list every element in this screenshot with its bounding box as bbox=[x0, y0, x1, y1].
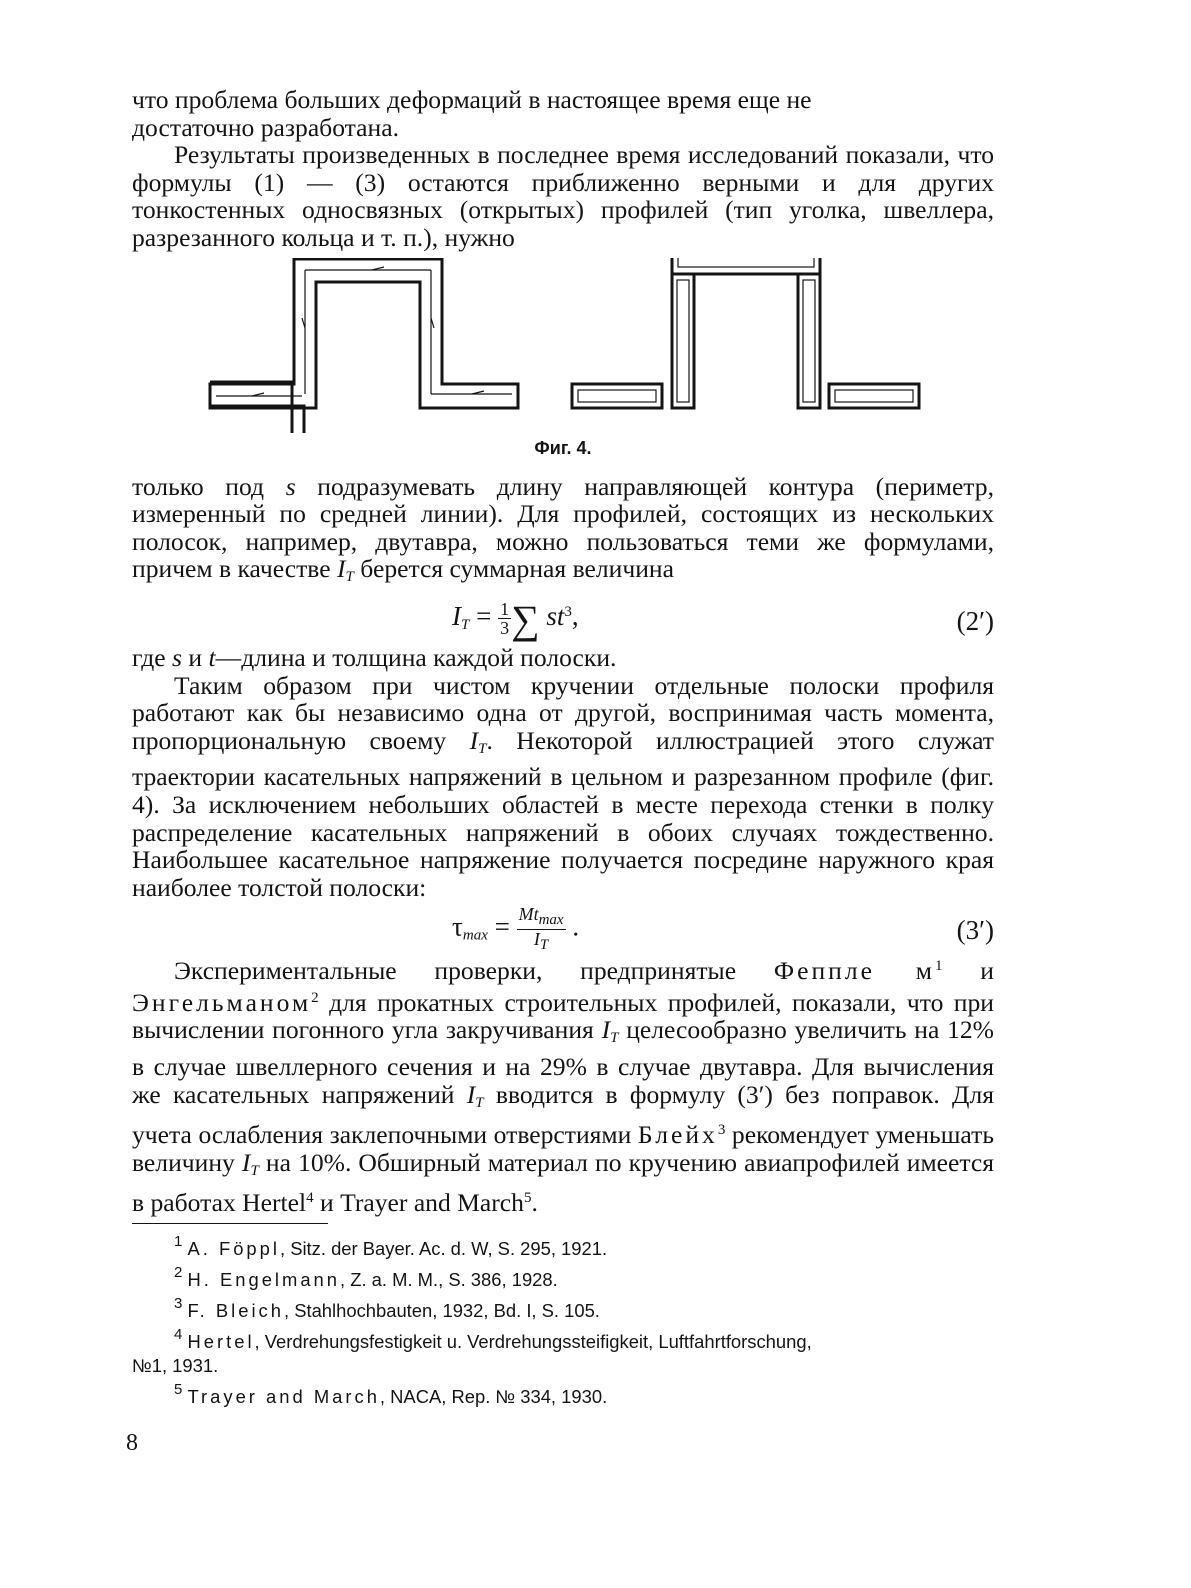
formula-2-tail: , bbox=[571, 600, 579, 631]
formula-3-lhs-sub: max bbox=[462, 927, 488, 944]
sub-T-3: T bbox=[610, 1030, 619, 1047]
paragraph-3-text-c: берется суммарная величина bbox=[353, 554, 674, 584]
paragraph-2 bbox=[132, 141, 994, 251]
var-I-2: I bbox=[469, 725, 479, 755]
formula-3-numerator bbox=[517, 905, 566, 930]
paragraph-4-text-b: и bbox=[181, 642, 209, 672]
solid-profile-outer-contour bbox=[210, 406, 304, 433]
footnote-author: F. Bleich bbox=[187, 1300, 284, 1322]
formula-3-fraction bbox=[517, 905, 566, 954]
var-s: s bbox=[285, 471, 296, 501]
paragraph-1-line-1: что проблема больших деформаций в настоящее время еще не bbox=[132, 85, 812, 114]
author-bleich: Блейх bbox=[637, 1120, 718, 1150]
formula-2-eq: = bbox=[469, 600, 499, 631]
footnote-5 bbox=[132, 1378, 994, 1409]
sub-T-5: T bbox=[250, 1162, 259, 1179]
figure-caption: Фиг. 4. bbox=[534, 437, 592, 458]
footnote-author: Trayer and March bbox=[187, 1386, 380, 1408]
sub-T-4: T bbox=[475, 1094, 484, 1111]
formula-2-body bbox=[452, 596, 579, 643]
paragraph-1-line-2: достаточно разработана. bbox=[132, 112, 399, 142]
cut-strip-right-web bbox=[798, 274, 820, 408]
solid-hat-trajectories bbox=[216, 267, 512, 396]
formula-3-denominator bbox=[517, 930, 566, 954]
footnote-text: , Sitz. der Bayer. Ac. d. W, S. 295, 1921. bbox=[279, 1238, 608, 1260]
var-I: I bbox=[337, 554, 346, 584]
profile-diagram bbox=[132, 258, 994, 433]
sub-T-2: T bbox=[478, 740, 487, 757]
footnote-ref-5: 5 bbox=[523, 1190, 532, 1207]
footnote-divider bbox=[132, 1223, 328, 1224]
page-number: 8 bbox=[126, 1430, 138, 1456]
var-t: t bbox=[208, 642, 216, 672]
cut-strip-right-flange bbox=[829, 384, 919, 408]
paragraph-3-text-b: подразумевать длину направляющей контура (периметр, измеренный по средней линии). Для профилей, состоящих из нескольких полосок, например, двутавра, можно пользоваться теми же формулами, причем в качестве bbox=[132, 471, 994, 584]
figure-4 bbox=[132, 258, 994, 473]
formula-3-den-a: I bbox=[533, 929, 540, 950]
paragraph-6 bbox=[132, 953, 994, 1217]
footnote-mark: 1 bbox=[174, 1233, 183, 1251]
footnotes bbox=[132, 1230, 994, 1409]
paragraph-5-text-a: Таким образом при чистом кручении отдельные полоски профиля работают как бы независимо одна от другой, воспринимая часть момента, пропорциональную своему bbox=[132, 670, 994, 755]
footnote-text: , Stahlhochbauten, 1932, Bd. I, S. 105. bbox=[283, 1300, 600, 1322]
footnote-4-continued bbox=[132, 1354, 994, 1378]
paragraph-1 bbox=[132, 86, 994, 141]
footnote-3 bbox=[132, 1292, 994, 1323]
paragraph-6-text-a: Экспериментальные проверки, предпринятые bbox=[174, 956, 774, 986]
formula-3-num-a: Mt bbox=[518, 904, 539, 925]
paragraph-4-text-c: —длина и толщина каждой полоски. bbox=[215, 642, 617, 672]
footnote-author: H. Engelmann bbox=[187, 1269, 341, 1291]
formula-2-sigma: ∑ bbox=[511, 596, 540, 642]
formula-3-num-sub: max bbox=[538, 912, 564, 929]
formula-2-number: (2′) bbox=[956, 605, 994, 636]
author-engelmann: Энгельманом bbox=[132, 987, 312, 1017]
footnote-ref-4: 4 bbox=[306, 1190, 314, 1207]
paragraph-6-text-c: для прокатных строительных профилей, показали, что при вычислении погонного угла закручивания bbox=[132, 987, 994, 1045]
footnote-ref-1: 1 bbox=[935, 958, 943, 975]
paragraph-6-text-f: рекомендует уменьшать величину bbox=[132, 1120, 994, 1177]
formula-2-sup: 3 bbox=[564, 603, 572, 620]
paragraph-4 bbox=[132, 644, 994, 672]
formula-2-term: st bbox=[539, 600, 565, 631]
paragraph-5 bbox=[132, 672, 994, 902]
footnote-author: A. Föppl bbox=[187, 1238, 280, 1260]
author-foppl: Феппле м bbox=[773, 956, 935, 986]
var-I-3: I bbox=[601, 1015, 611, 1045]
footnote-2 bbox=[132, 1261, 994, 1292]
solid-hat bbox=[210, 259, 518, 408]
footnote-text: , NACA, Rep. № 334, 1930. bbox=[379, 1386, 608, 1408]
cut-profile bbox=[572, 258, 919, 408]
formula-2-fraction bbox=[498, 600, 511, 637]
footnote-text: , Z. a. M. M., S. 386, 1928. bbox=[340, 1269, 558, 1291]
footnote-mark: 5 bbox=[174, 1381, 183, 1399]
footnote-mark: 3 bbox=[174, 1295, 183, 1313]
page-body bbox=[132, 86, 994, 1409]
formula-3-body bbox=[452, 905, 579, 954]
paragraph-3-text-a: только под bbox=[132, 471, 286, 501]
formula-3-prime bbox=[132, 901, 994, 953]
formula-3-number: (3′) bbox=[956, 915, 994, 946]
formula-3-eq: = bbox=[487, 911, 517, 942]
paragraph-6-text-e: вводится в формулу (3′) без поправок. Для учета ослабления заклепочными отверстиями bbox=[132, 1079, 994, 1150]
formula-3-lhs: τ bbox=[452, 911, 463, 942]
paragraph-4-text-a: где bbox=[132, 642, 173, 672]
paragraph-6-text-b: и bbox=[942, 956, 994, 986]
footnote-ref-2: 2 bbox=[311, 989, 319, 1006]
footnote-4 bbox=[132, 1323, 994, 1354]
formula-2-frac-den: 3 bbox=[500, 618, 510, 639]
solid-hat-outline-outer bbox=[210, 406, 304, 433]
formula-3-tail: . bbox=[565, 911, 580, 942]
paragraph-2-text: Результаты произведенных в последнее время исследований показали, что формулы (1) — (3) остаются приближенно верными и для других тонкостенных односвязных (открытых) профилей (тип уголка, швеллера, разрезанного кольца и т. п.), нужно bbox=[132, 140, 994, 252]
cut-profile-trajectories bbox=[578, 258, 913, 402]
var-I-4: I bbox=[466, 1079, 476, 1109]
footnote-mark: 4 bbox=[174, 1326, 183, 1344]
formula-2-lhs: I bbox=[452, 600, 461, 631]
formula-3-den-sub: T bbox=[539, 937, 549, 954]
footnote-mark: 2 bbox=[174, 1264, 183, 1282]
formula-2-frac-num: 1 bbox=[500, 599, 510, 620]
footnote-ref-3: 3 bbox=[717, 1122, 726, 1139]
paragraph-6-text-h: и Trayer and March bbox=[313, 1188, 524, 1218]
footnote-text: , Verdrehungsfestigkeit u. Verdrehungssteifigkeit, Luftfahrtforschung, bbox=[254, 1331, 812, 1353]
formula-2-lhs-sub: T bbox=[461, 616, 470, 633]
sub-T: T bbox=[345, 569, 354, 586]
cut-strip-top bbox=[672, 258, 820, 274]
cut-strip-left-flange bbox=[572, 384, 662, 408]
paragraph-6-text-d: целесообразно увеличить на 12% в случае швеллерного сечения и на 29% в случае двутавра. Для вычисления же касательных напряжений bbox=[132, 1015, 994, 1109]
paragraph-6-text-g: на 10%. Обширный материал по кручению авиапрофилей имеется в работах Hertel bbox=[132, 1147, 994, 1218]
var-I-5: I bbox=[241, 1147, 251, 1177]
paragraph-6-text-i: . bbox=[531, 1188, 538, 1218]
footnote-text: №1, 1931. bbox=[132, 1355, 219, 1377]
formula-2-prime bbox=[132, 592, 994, 644]
paragraph-5-text-b: . Некоторой иллюстрацией этого служат траектории касательных напряжений в цельном и разрезанном профиле (фиг. 4). За исключением небольших областей в месте перехода стенки в полку распределение касательных напряжений в обоих случаях тождественно. Наибольшее касательное напряжение получается посредине наружного края наиболее толстой полоски: bbox=[132, 725, 994, 902]
footnote-author: Hertel bbox=[187, 1331, 255, 1353]
paragraph-3 bbox=[132, 473, 994, 592]
cut-strip-left-web bbox=[672, 274, 694, 408]
footnote-1 bbox=[132, 1230, 994, 1261]
var-s-2: s bbox=[172, 642, 182, 672]
